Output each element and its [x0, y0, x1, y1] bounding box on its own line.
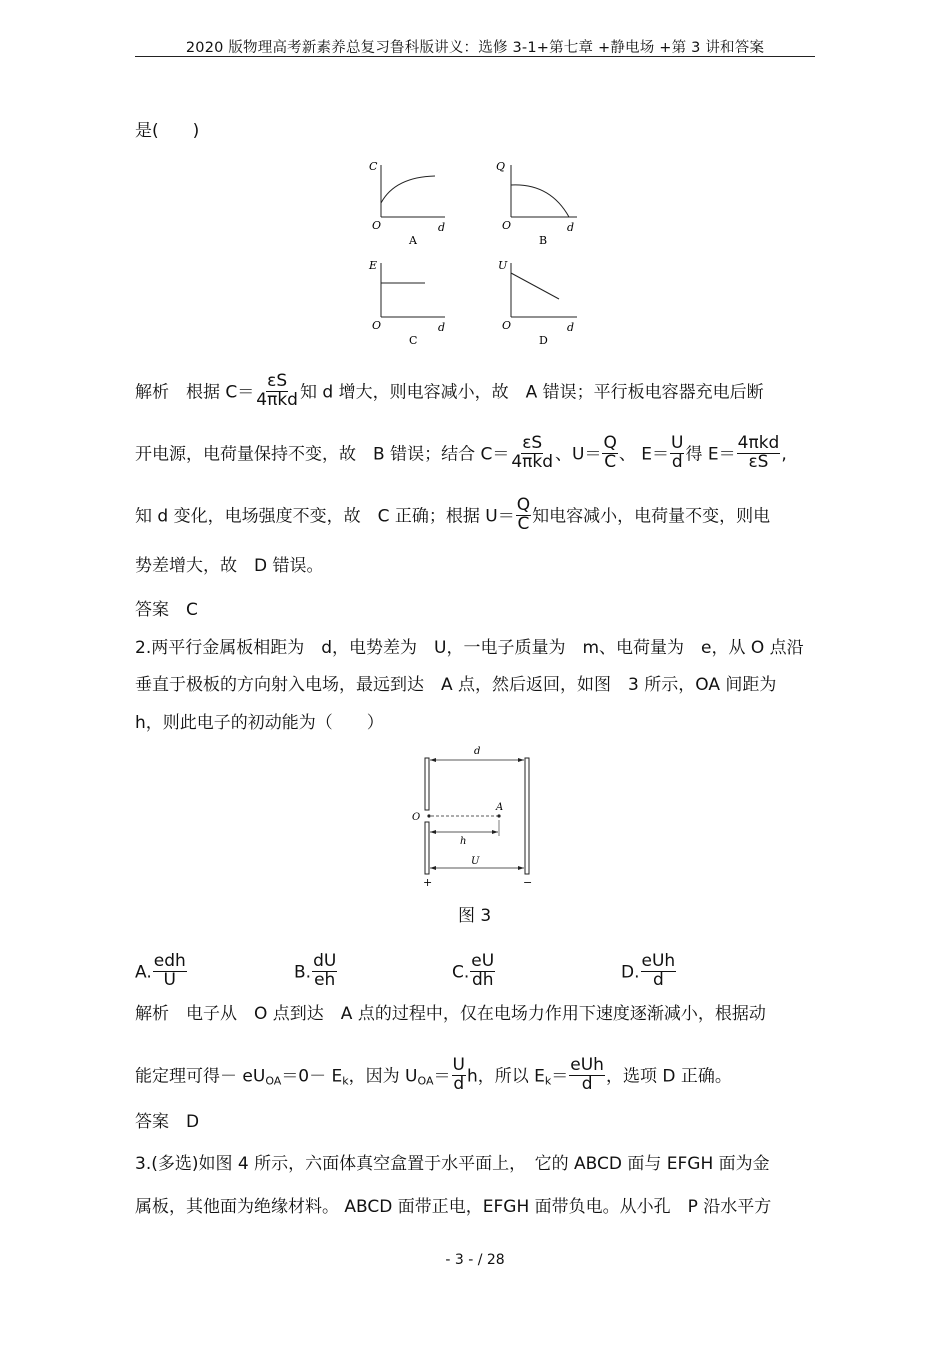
graph-a-y-label: C [369, 160, 378, 173]
fraction: $\frac{U}{d}$ [452, 1055, 465, 1094]
fraction: $\frac{U}{d}$ [671, 433, 684, 472]
answer-2: 答案 D [135, 1112, 200, 1132]
graph-c-y-label: E [369, 259, 378, 272]
question-2-line-1: 2.两平行金属板相距为 d，电势差为 U，一电子质量为 m、电荷量为 e，从 O 点沿 [135, 638, 804, 658]
question-stem-end: 是( ) [135, 121, 200, 141]
graph-a-x-label: d [438, 221, 446, 234]
graph-a-label: A [409, 234, 417, 247]
fraction: $\frac{\varepsilon S}{\text{4πkd}}$ [511, 433, 554, 472]
fig-label-d: d [474, 746, 481, 757]
fig-label-minus: − [523, 876, 533, 889]
solution-1-line-1: 解析 根据 C＝ $\frac{\varepsilon S}{\text{4πkd}}$ 知 d 增大，则电容减小，故 A 错误；平行板电容器充电后断 [135, 371, 764, 410]
figure-3-plates [405, 740, 545, 890]
fig-label-plus: + [423, 876, 433, 889]
capacitor-graphs [355, 155, 595, 350]
graph-b-y-label: Q [496, 160, 506, 173]
graph-c-label: C [409, 334, 418, 347]
graph-d [498, 259, 577, 347]
question-2-line-2: 垂直于极板的方向射入电场，最远到达 A 点，然后返回，如图 3 所示，OA 间距为 [135, 675, 777, 695]
fraction: $\frac{\text{edh}}{U}$ [153, 951, 186, 990]
fraction: $\frac{\text{eUh}}{d}$ [641, 951, 676, 990]
graph-d-x-label: d [567, 321, 575, 334]
fig-label-o: O [412, 812, 421, 823]
graph-c-origin: O [372, 319, 382, 332]
fig-label-u: U [471, 856, 480, 867]
graph-d-label: D [539, 334, 548, 347]
option-d: D. $\frac{\text{eUh}}{d}$ [621, 951, 676, 990]
answer-1: 答案 C [135, 600, 198, 620]
fig-label-h: h [460, 836, 467, 847]
graph-b-x-label: d [567, 221, 575, 234]
fraction: $\frac{\text{eUh}}{d}$ [570, 1055, 604, 1094]
graph-b-origin: O [502, 219, 512, 232]
fraction: $\frac{\varepsilon S}{\text{4πkd}}$ [256, 371, 298, 410]
question-2-line-3: h，则此电子的初动能为（ ） [135, 713, 384, 733]
fig-label-a: A [496, 802, 504, 813]
fraction: $\frac{Q}{C}$ [603, 433, 617, 472]
graph-d-y-label: U [498, 259, 508, 272]
question-3-line-2: 属板，其他面为绝缘材料。 ABCD 面带正电，EFGH 面带负电。从小孔 P 沿水平方 [135, 1197, 772, 1217]
graph-a-origin: O [372, 219, 382, 232]
option-b: B. $\frac{dU}{eh}$ [294, 951, 337, 990]
solution-1-line-2: 开电源，电荷量保持不变，故 B 错误；结合 C＝ $\frac{\varepsilon S}{\text{4πkd}}$ 、U＝ $\frac{Q}{C}$ 、 E＝ $\frac{U}{d}$ 得 E＝ $\frac{\text{4πkd}}{\varepsilon S}$ , [135, 433, 787, 472]
question-3-line-1: 3.(多选)如图 4 所示，六面体真空盒置于水平面上， 它的 ABCD 面与 EFGH 面为金 [135, 1154, 770, 1174]
graph-a [369, 160, 445, 247]
page-header: 2020 版物理高考新素养总复习鲁科版讲义：选修 3-1+第七章 +静电场 +第 3 讲和答案 [135, 36, 815, 57]
option-a: A. $\frac{\text{edh}}{U}$ [135, 951, 186, 990]
fraction: $\frac{dU}{eh}$ [313, 951, 337, 990]
option-c: C. $\frac{eU}{dh}$ [452, 951, 495, 990]
graph-b [496, 160, 577, 247]
solution-1-line-4: 势差增大，故 D 错误。 [135, 556, 324, 576]
figure-3-caption: 图 3 [458, 906, 492, 926]
graph-c-x-label: d [438, 321, 446, 334]
solution-1-line-3: 知 d 变化，电场强度不变，故 C 正确；根据 U＝ $\frac{Q}{C}$ 知电容减小，电荷量不变，则电 [135, 495, 771, 534]
fraction: $\frac{eU}{dh}$ [471, 951, 495, 990]
solution-2-line-1: 解析 电子从 O 点到达 A 点的过程中，仅在电场力作用下速度逐渐减小，根据动 [135, 1004, 766, 1024]
solution-2-line-2: 能定理可得－ $eU_{OA}=0- E_k$，因为 $U_{OA}=$ $\frac{U}{d}$ h，所以 $E_k=$ $\frac{\text{eUh}}{d}$ ，选项 D 正确。 [135, 1055, 732, 1094]
graph-d-origin: O [502, 319, 512, 332]
fraction: $\frac{\text{4πkd}}{\varepsilon S}$ [737, 433, 780, 472]
graph-b-label: B [539, 234, 548, 247]
graph-c [368, 259, 445, 347]
fraction: $\frac{Q}{C}$ [516, 495, 531, 534]
page-number: - 3 - / 28 [445, 1252, 505, 1268]
